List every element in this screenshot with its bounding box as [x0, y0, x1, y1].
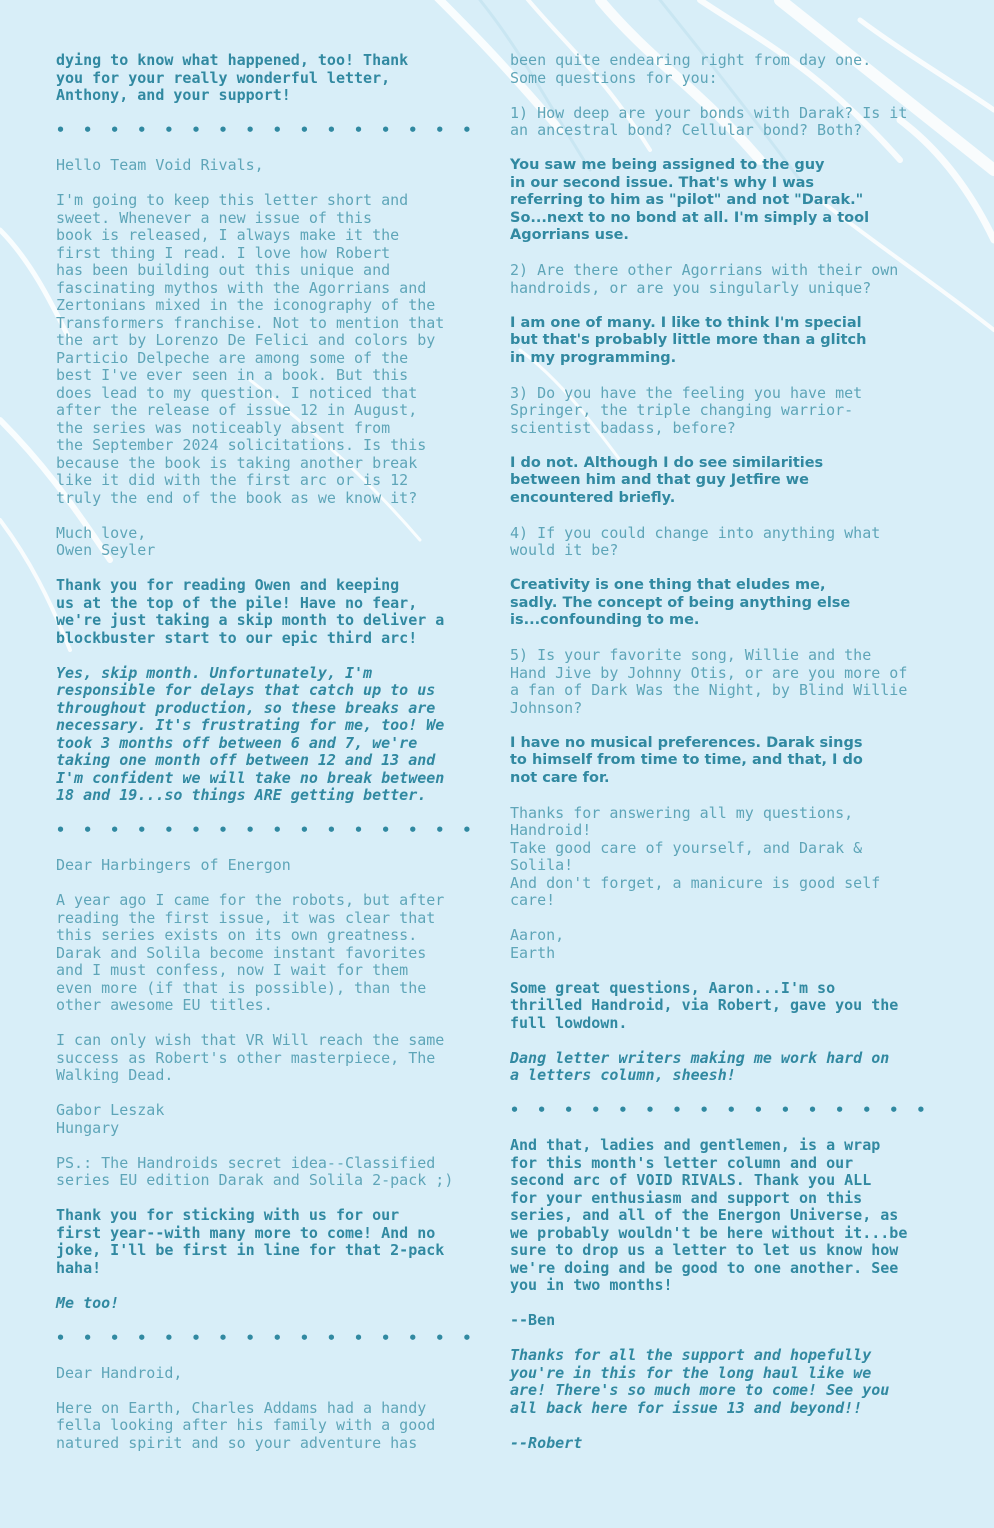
letter-body: A year ago I came for the robots, but after reading the first issue, it was clear that this series exists on its own greatness. Darak and Solila become instant favorites and I must confess, now I wait for them even more (if that is possible), than the other awesome EU titles. [56, 891, 445, 1014]
handroid-answer: Creativity is one thing that eludes me, sadly. The concept of being anything else is...confounding to me. [510, 577, 851, 628]
closing-paragraph-italic: Thanks for all the support and hopefully you're in this for the long haul like we are! There's so much more to come! See you all back here for issue 13 and beyond!! [510, 1346, 890, 1417]
reply-paragraph-italic: Me too! [56, 1293, 120, 1312]
letter-body: been quite endearing right from day one. Some questions for you: [510, 51, 872, 87]
reply-paragraph: Thank you for reading Owen and keeping us at the top of the pile! Have no fear, we're just taking a skip month to deliver a blockbuster start to our epic third arc! [56, 576, 445, 647]
right-column [510, 52, 950, 1452]
question: 4) If you could change into anything what would it be? [510, 523, 881, 559]
handroid-answer: I have no musical preferences. Darak sings to himself from time to time, and that, I do not care for. [510, 734, 863, 786]
letter-body: Here on Earth, Charles Addams had a handy fella looking after his family with a good natured spirit and so your adventure has [56, 1398, 436, 1452]
left-column [56, 52, 494, 1470]
letter-greeting: Hello Team Void Rivals, [56, 156, 264, 174]
letter-signature: Much love, Owen Seyler [56, 523, 156, 559]
letter-signature: Aaron, Earth [510, 926, 565, 962]
letter-body: I'm going to keep this letter short and sweet. Whenever a new issue of this book is released, I always make it the first thing I read. I love how Robert has been building out this unique and fascinating mythos with the Agorrians and Zertonians mixed in the iconography of the Transformers franchise. Not to mention that the art by Lorenzo De Felici and colors by Particio Delpeche are among some of the best I've ever seen in a book. But this does lead to my question. I noticed that after the release of issue 12 in August, the series was noticeably absent from the September 2024 solicitations. Is this because the book is taking another break like it did with the first arc or is 12 truly the end of the book as we know it? [56, 191, 445, 507]
section-divider: • • • • • • • • • • • • • • • • [56, 121, 472, 139]
reply-paragraph-italic: Yes, skip month. Unfortunately, I'm responsible for delays that catch up to us throughout production, so these breaks are necessary. It's frustrating for me, too! We took 3 months off between 6 and 7, we're taking one month off between 12 and 13 and I'm confident we will take no break between 18 and 19...so things ARE getting better. [56, 663, 445, 804]
letter-greeting: Dear Handroid, [56, 1363, 183, 1382]
section-divider: • • • • • • • • • • • • • • • • [510, 1101, 926, 1119]
reply-paragraph: Some great questions, Aaron...I'm so thrilled Handroid, via Robert, gave you the full lowdown. [510, 978, 899, 1032]
letter-postscript: PS.: The Handroids secret idea--Classified series EU edition Darak and Solila 2-pack ;) [56, 1153, 454, 1189]
letter-body: I can only wish that VR Will reach the same success as Robert's other masterpiece, The Walking Dead. [56, 1031, 445, 1084]
question: 5) Is your favorite song, Willie and the Hand Jive by Johnny Otis, or are you more of a fan of Dark Was the Night, by Blind Willie Johnson? [510, 646, 908, 717]
section-divider: • • • • • • • • • • • • • • • • [56, 821, 472, 839]
editor-signature: --Ben [510, 1311, 556, 1329]
section-divider: • • • • • • • • • • • • • • • • [56, 1328, 472, 1347]
writer-signature: --Robert [510, 1433, 583, 1452]
question: 3) Do you have the feeling you have met Springer, the triple changing warrior- scientist badass, before? [510, 383, 863, 437]
reply-paragraph: dying to know what happened, too! Thank you for your really wonderful letter, Anthony, and your support! [56, 51, 409, 104]
reply-paragraph: Thank you for sticking with us for our first year--with many more to come! And no joke, I'll be first in line for that 2-pack haha! [56, 1206, 445, 1277]
question: 1) How deep are your bonds with Darak? Is it an ancestral bond? Cellular bond? Both? [510, 103, 908, 139]
handroid-answer: I do not. Although I do see similarities between him and that guy Jetfire we encountered briefly. [510, 454, 824, 506]
handroid-answer: I am one of many. I like to think I'm special but that's probably little more than a glitch in my programming. [510, 314, 867, 366]
reply-paragraph-italic: Dang letter writers making me work hard on a letters column, sheesh! [510, 1048, 890, 1084]
handroid-answer: You saw me being assigned to the guy in our second issue. That's why I was referring to him as "pilot" and not "Darak." So...next to no bond at all. I'm simply a tool Agorrians use. [510, 157, 870, 243]
closing-paragraph: And that, ladies and gentlemen, is a wrap for this month's letter column and our second arc of VOID RIVALS. Thank you ALL for your enthusiasm and support on this series, and all of the Energon Universe, as we probably wouldn't be here without it...be sure to drop us a letter to let us know how we're doing and be good to one another. See you in two months! [510, 1136, 908, 1294]
letter-greeting: Dear Harbingers of Energon [56, 856, 291, 874]
letter-closing: Thanks for answering all my questions, Handroid! Take good care of yourself, and Darak & Solila! And don't forget, a manicure is good self care! [510, 803, 881, 909]
question: 2) Are there other Agorrians with their own handroids, or are you singularly unique? [510, 261, 899, 297]
letter-signature: Gabor Leszak Hungary [56, 1101, 165, 1137]
